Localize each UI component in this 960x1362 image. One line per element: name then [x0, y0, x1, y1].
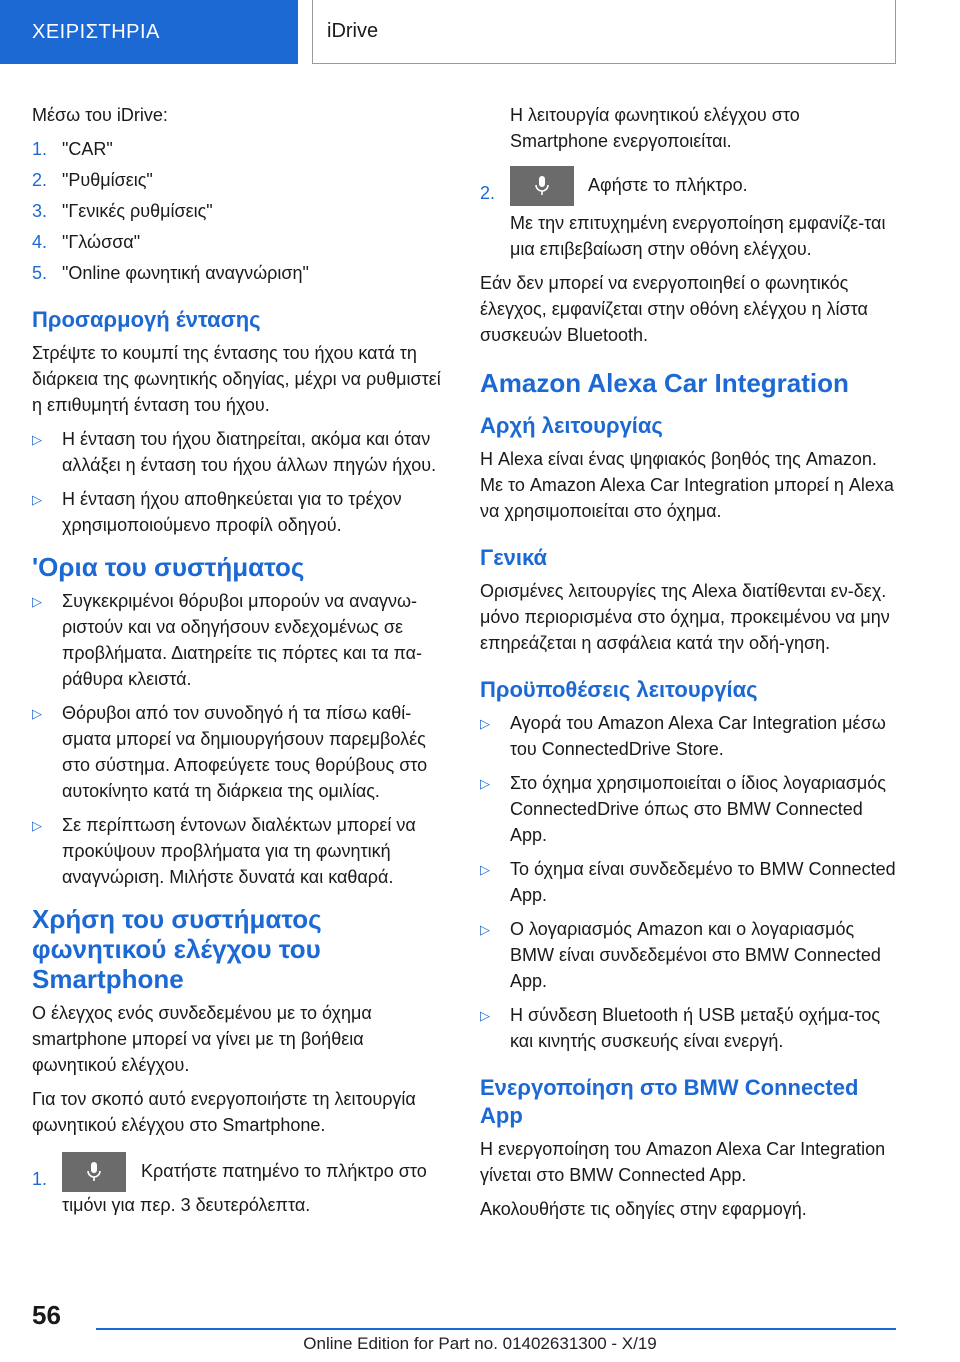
bullet-text: Σε περίπτωση έντονων διαλέκτων μπορεί να προκύψουν προβλήματα για τη φωνητική αναγνώριση. Μιλήστε δυνατά και καθαρά.	[62, 815, 416, 887]
smartphone-step-2	[480, 166, 900, 262]
volume-bullets	[32, 426, 450, 538]
list-item	[32, 486, 450, 538]
step-number: 1.	[32, 139, 48, 159]
step-result: Με την επιτυχημένη ενεργοποίηση εμφανίζε-ται μια επιβεβαίωση στην οθόνη ελέγχου.	[510, 213, 886, 259]
list-item	[32, 229, 450, 255]
activation-text-2: Ακολουθήστε τις οδηγίες στην εφαρμογή.	[480, 1199, 807, 1219]
step-number: 5.	[32, 263, 48, 283]
requirements-heading: Προϋποθέσεις λειτουργίας	[480, 677, 758, 702]
requirements-bullets	[480, 710, 900, 1054]
volume-text: Στρέψτε το κουμπί της έντασης του ήχου κατά τη διάρκεια της φωνητικής οδηγίας, μέχρι να ρυθμιστεί η επιθυμητή ένταση του ήχου.	[32, 343, 441, 415]
bullet-text: Συγκεκριμένοι θόρυβοι μπορούν να αναγνω-ριστούν και να οδηγήσουν ενδεχομένως σε προβλήματα. Διατηρείτε τις πόρτες και τα πα-ράθυρα κλειστά.	[62, 591, 423, 689]
limits-bullets	[32, 588, 450, 890]
bullet-text: Θόρυβοι από τον συνοδηγό ή τα πίσω καθί-σματα μπορεί να δημιουργήσουν παρεμβολές στο σύστημα. Αποφεύγετε τους θορύβους στο αυτοκίνητο κατά τη διάρκεια της ομιλίας.	[62, 703, 428, 801]
left-column	[32, 102, 450, 1226]
fallback-text: Εάν δεν μπορεί να ενεργοποιηθεί ο φωνητικός έλεγχος, εμφανίζεται στην οθόνη ελέγχου η λίστα συσκευών Bluetooth.	[480, 273, 868, 345]
triangle-right-icon: ▷	[32, 432, 42, 447]
step-text: Αφήστε το πλήκτρο.	[588, 174, 748, 195]
step-text: "Online φωνητική αναγνώριση"	[62, 263, 309, 283]
menu-steps	[32, 136, 450, 286]
smartphone-step-1	[32, 1152, 450, 1218]
principle-text: Η Alexa είναι ένας ψηφιακός βοηθός της Amazon. Με το Amazon Alexa Car Integration μπορεί η Alexa να χρησιμοποιείται στο όχημα.	[480, 449, 894, 521]
triangle-right-icon: ▷	[32, 818, 42, 833]
activation-text-1: Η ενεργοποίηση του Amazon Alexa Car Integration γίνεται στο BMW Connected App.	[480, 1139, 886, 1185]
general-heading: Γενικά	[480, 545, 548, 570]
step-text: "Ρυθμίσεις"	[62, 170, 153, 190]
list-item	[32, 700, 450, 804]
smartphone-text-2: Για τον σκοπό αυτό ενεργοποιήστε τη λειτουργία φωνητικού ελέγχου στο Smartphone.	[32, 1089, 416, 1135]
edition-text: Online Edition for Part no. 01402631300 - X/19	[303, 1334, 657, 1353]
step-number: 1.	[32, 1169, 48, 1189]
volume-heading: Προσαρμογή έντασης	[32, 307, 261, 332]
list-item	[480, 770, 900, 848]
step-number: 4.	[32, 232, 48, 252]
chapter-title: iDrive	[327, 20, 379, 42]
page-number: 56	[32, 1300, 61, 1330]
triangle-right-icon: ▷	[480, 716, 490, 731]
section-title: ΧΕΙΡΙΣΤΗΡΙΑ	[32, 20, 160, 43]
list-item	[480, 916, 900, 994]
microphone-icon	[510, 166, 574, 206]
list-item	[32, 588, 450, 692]
step-number: 2.	[480, 183, 496, 203]
step-text-cont: τιμόνι για περ. 3 δευτερόλεπτα.	[62, 1195, 311, 1215]
limits-heading: 'Ορια του συστήματος	[32, 552, 305, 582]
list-item	[32, 812, 450, 890]
continued-text: Η λειτουργία φωνητικού ελέγχου στο Smartphone ενεργοποιείται.	[510, 105, 800, 151]
list-item	[32, 167, 450, 193]
right-column	[480, 102, 900, 1230]
bullet-text: Η σύνδεση Bluetooth ή USB μεταξύ οχήμα-τος και κινητής συσκευής είναι ενεργή.	[510, 1005, 881, 1051]
triangle-right-icon: ▷	[480, 1008, 490, 1023]
microphone-icon	[62, 1152, 126, 1192]
triangle-right-icon: ▷	[480, 776, 490, 791]
list-item	[32, 136, 450, 162]
section-tab	[0, 0, 298, 64]
bullet-text: Το όχημα είναι συνδεδεμένο το BMW Connected App.	[510, 859, 896, 905]
footer-divider	[96, 1328, 896, 1330]
step-text: "Γενικές ρυθμίσεις"	[62, 201, 213, 221]
list-item	[32, 426, 450, 478]
smartphone-text-1: Ο έλεγχος ενός συνδεδεμένου με το όχημα smartphone μπορεί να γίνει με τη βοήθεια φωνητικού ελέγχου.	[32, 1003, 372, 1075]
step-number: 2.	[32, 170, 48, 190]
smartphone-heading: Χρήση του συστήματος φωνητικού ελέγχου του Smartphone	[32, 904, 322, 994]
triangle-right-icon: ▷	[32, 492, 42, 507]
alexa-heading: Amazon Alexa Car Integration	[480, 368, 849, 398]
step-text: "CAR"	[62, 139, 113, 159]
list-item	[480, 1002, 900, 1054]
triangle-right-icon: ▷	[480, 862, 490, 877]
list-item	[32, 260, 450, 286]
triangle-right-icon: ▷	[32, 706, 42, 721]
step-number: 3.	[32, 201, 48, 221]
bullet-text: Η ένταση ήχου αποθηκεύεται για το τρέχον χρησιμοποιούμενο προφίλ οδηγού.	[62, 489, 402, 535]
bullet-text: Αγορά του Amazon Alexa Car Integration μέσω του ConnectedDrive Store.	[510, 713, 886, 759]
step-text: Κρατήστε πατημένο το πλήκτρο στο	[141, 1160, 427, 1181]
activation-heading: Ενεργοποίηση στο BMW Connected App	[480, 1075, 859, 1128]
triangle-right-icon: ▷	[480, 922, 490, 937]
chapter-tab	[312, 0, 896, 64]
list-item	[32, 198, 450, 224]
list-item	[480, 856, 900, 908]
general-text: Ορισμένες λειτουργίες της Alexa διατίθενται εν-δεχ. μόνο περιορισμένα στο όχημα, προκειμένου να μην επηρεάζεται η ασφάλεια κατά την οδή-γηση.	[480, 581, 890, 653]
bullet-text: Στο όχημα χρησιμοποιείται ο ίδιος λογαριασμός ConnectedDrive όπως στο BMW Connected App.	[510, 773, 886, 845]
principle-heading: Αρχή λειτουργίας	[480, 413, 663, 438]
bullet-text: Η ένταση του ήχου διατηρείται, ακόμα και όταν αλλάξει η ένταση του ήχου άλλων πηγών ήχου.	[62, 429, 437, 475]
step-text: "Γλώσσα"	[62, 232, 141, 252]
intro-text: Μέσω του iDrive:	[32, 105, 168, 125]
bullet-text: Ο λογαριασμός Amazon και ο λογαριασμός BMW είναι συνδεδεμένοι στο BMW Connected App.	[510, 919, 881, 991]
triangle-right-icon: ▷	[32, 594, 42, 609]
list-item	[480, 710, 900, 762]
